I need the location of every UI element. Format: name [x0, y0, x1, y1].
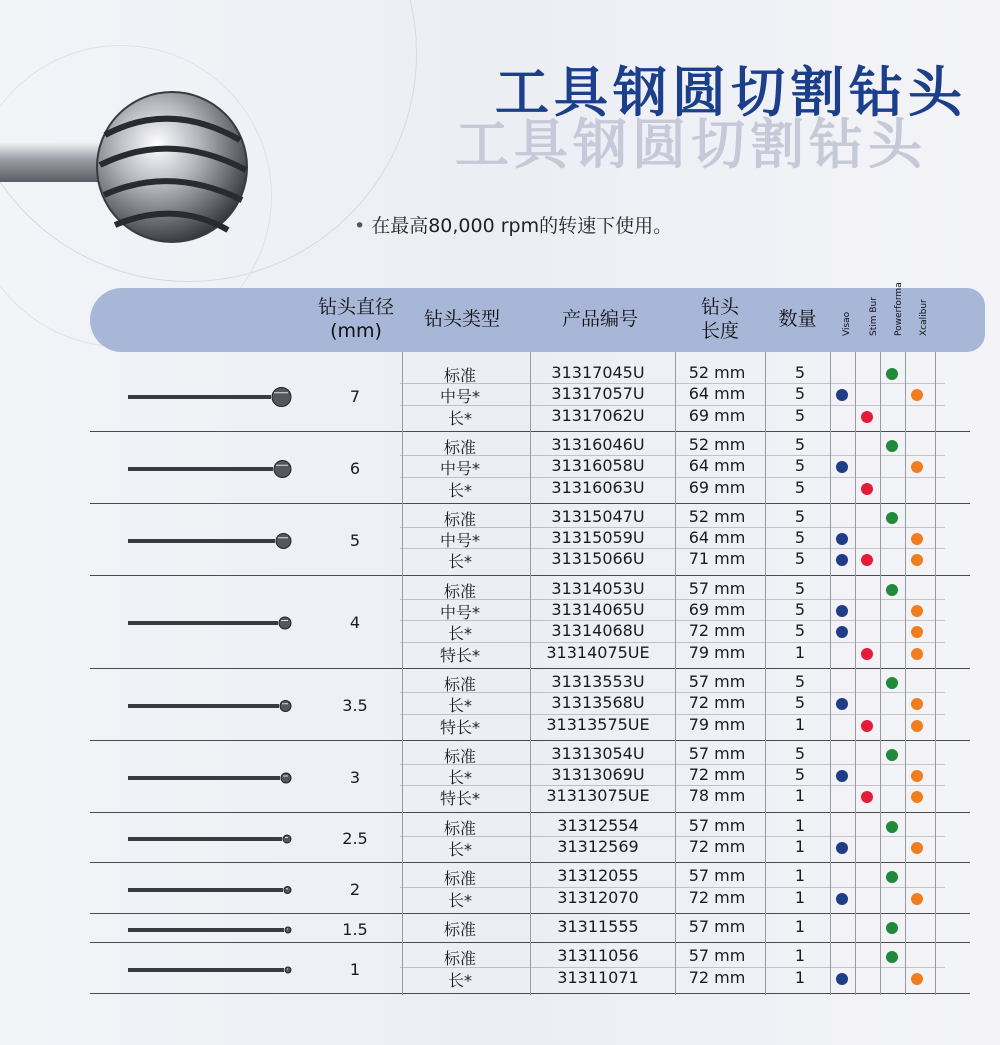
column-divider	[530, 352, 531, 995]
row-length: 57 mm	[688, 578, 746, 598]
row-divider	[400, 620, 945, 621]
row-type: 标准	[443, 437, 476, 457]
powerforma-compat-dot	[886, 821, 898, 833]
bur-illustration	[120, 878, 295, 902]
visao-compat-dot	[836, 461, 848, 473]
powerforma-compat-dot	[886, 749, 898, 761]
row-product-code: 31316063U	[551, 477, 645, 497]
row-length: 72 mm	[688, 693, 746, 713]
row-qty: 1	[794, 866, 806, 886]
row-qty: 5	[794, 384, 806, 404]
row-length: 64 mm	[688, 528, 746, 548]
row-product-code: 31315066U	[551, 549, 645, 569]
diameter-value: 2	[349, 879, 361, 899]
group-divider	[90, 862, 970, 863]
row-divider	[400, 548, 945, 549]
xcalibur-compat-dot	[911, 973, 923, 985]
header-qty: 数量	[778, 308, 817, 331]
xcalibur-compat-dot	[911, 770, 923, 782]
column-divider	[880, 352, 881, 995]
row-length: 69 mm	[688, 477, 746, 497]
stim-compat-dot	[861, 554, 873, 566]
row-qty: 1	[794, 815, 806, 835]
diameter-value: 3	[349, 767, 361, 787]
row-divider	[400, 455, 945, 456]
stim-compat-dot	[861, 483, 873, 495]
stim-compat-dot	[861, 648, 873, 660]
column-divider	[675, 352, 676, 995]
row-length: 71 mm	[688, 549, 746, 569]
visao-compat-dot	[836, 698, 848, 710]
row-length: 57 mm	[688, 916, 746, 936]
round-bur-hero-image	[0, 80, 260, 280]
row-product-code: 31314068U	[551, 621, 645, 641]
diameter-value: 4	[349, 613, 361, 633]
header-code: 产品编号	[561, 308, 638, 331]
row-product-code: 31317057U	[551, 384, 645, 404]
group-divider	[90, 993, 970, 994]
row-product-code: 31313553U	[551, 671, 645, 691]
xcalibur-compat-dot	[911, 554, 923, 566]
column-divider	[765, 352, 766, 995]
row-type: 标准	[443, 949, 476, 969]
row-length: 72 mm	[688, 621, 746, 641]
bur-illustration	[120, 766, 295, 790]
visao-compat-dot	[836, 605, 848, 617]
row-qty: 1	[794, 916, 806, 936]
row-length: 57 mm	[688, 946, 746, 966]
stim-compat-dot	[861, 791, 873, 803]
xcalibur-compat-dot	[911, 698, 923, 710]
row-product-code: 31314075UE	[546, 642, 650, 662]
row-type: 标准	[443, 581, 476, 601]
row-product-code: 31317062U	[551, 405, 645, 425]
row-qty: 5	[794, 765, 806, 785]
row-length: 78 mm	[688, 786, 746, 806]
header-stim-bur: Stim Bur	[869, 297, 879, 336]
row-length: 72 mm	[688, 887, 746, 907]
powerforma-compat-dot	[886, 512, 898, 524]
row-product-code: 31315047U	[551, 506, 645, 526]
row-product-code: 31313069U	[551, 765, 645, 785]
diameter-value: 5	[349, 530, 361, 550]
row-qty: 1	[794, 887, 806, 907]
row-product-code: 31316058U	[551, 456, 645, 476]
row-length: 57 mm	[688, 743, 746, 763]
diameter-value: 7	[349, 386, 361, 406]
group-divider	[90, 942, 970, 943]
group-divider	[90, 503, 970, 504]
row-qty: 1	[794, 967, 806, 987]
row-qty: 5	[794, 621, 806, 641]
row-qty: 5	[794, 549, 806, 569]
row-length: 79 mm	[688, 642, 746, 662]
row-product-code: 31316046U	[551, 434, 645, 454]
row-type: 长*	[447, 890, 472, 910]
visao-compat-dot	[836, 842, 848, 854]
row-type: 长*	[447, 480, 472, 500]
visao-compat-dot	[836, 533, 848, 545]
header-visao: Visao	[842, 311, 852, 336]
page-title-shadow: 工具钢圆切割钻头	[455, 113, 927, 176]
row-length: 69 mm	[688, 600, 746, 619]
group-divider	[90, 913, 970, 914]
group-divider	[90, 431, 970, 432]
column-divider	[855, 352, 856, 995]
diameter-value: 2.5	[342, 829, 368, 848]
row-product-code: 31313575UE	[546, 714, 650, 734]
powerforma-compat-dot	[886, 951, 898, 963]
row-qty: 5	[794, 743, 806, 763]
row-product-code: 31312554	[557, 815, 639, 835]
row-length: 52 mm	[688, 506, 746, 526]
row-product-code: 31313054U	[551, 743, 645, 763]
row-qty: 5	[794, 363, 806, 382]
visao-compat-dot	[836, 389, 848, 401]
row-product-code: 31311555	[557, 916, 639, 936]
row-divider	[400, 692, 945, 693]
row-divider	[400, 887, 945, 888]
row-type: 标准	[443, 509, 476, 529]
row-length: 64 mm	[688, 384, 746, 404]
subtitle	[354, 211, 672, 238]
bur-illustration	[120, 529, 295, 553]
xcalibur-compat-dot	[911, 720, 923, 732]
row-type: 标准	[443, 919, 476, 939]
xcalibur-compat-dot	[911, 389, 923, 401]
row-length: 57 mm	[688, 866, 746, 886]
powerforma-compat-dot	[886, 440, 898, 452]
visao-compat-dot	[836, 626, 848, 638]
row-qty: 5	[794, 434, 806, 454]
row-product-code: 31312055	[557, 866, 639, 886]
row-divider	[400, 477, 945, 478]
row-length: 52 mm	[688, 434, 746, 454]
row-type: 特长*	[439, 717, 480, 737]
powerforma-compat-dot	[886, 922, 898, 934]
xcalibur-compat-dot	[911, 842, 923, 854]
row-qty: 5	[794, 693, 806, 713]
row-divider	[400, 599, 945, 600]
row-divider	[400, 383, 945, 384]
xcalibur-compat-dot	[911, 648, 923, 660]
row-length: 72 mm	[688, 967, 746, 987]
xcalibur-compat-dot	[911, 791, 923, 803]
row-qty: 5	[794, 477, 806, 497]
xcalibur-compat-dot	[911, 605, 923, 617]
visao-compat-dot	[836, 893, 848, 905]
row-type: 长*	[447, 768, 472, 788]
row-type: 中号*	[439, 603, 480, 622]
row-type: 标准	[443, 869, 476, 889]
row-type: 长*	[447, 970, 472, 990]
header-powerforma: Powerforma	[894, 282, 904, 336]
bur-illustration	[120, 918, 295, 942]
bur-illustration	[120, 385, 295, 409]
row-divider	[400, 836, 945, 837]
row-type: 长*	[447, 840, 472, 859]
row-length: 57 mm	[688, 815, 746, 835]
column-divider	[935, 352, 936, 995]
row-length: 64 mm	[688, 456, 746, 476]
row-divider	[400, 642, 945, 643]
group-divider	[90, 812, 970, 813]
row-length: 52 mm	[688, 363, 746, 382]
row-qty: 1	[794, 837, 806, 856]
column-divider	[905, 352, 906, 995]
row-divider	[400, 527, 945, 528]
page-title: 工具钢圆切割钻头	[495, 61, 967, 124]
row-product-code: 31314053U	[551, 578, 645, 598]
row-product-code: 31313075UE	[546, 786, 650, 806]
column-divider	[402, 352, 403, 995]
row-type: 标准	[443, 674, 476, 694]
bullet-icon: •	[354, 215, 366, 237]
row-product-code: 31312569	[557, 837, 639, 856]
column-divider	[830, 352, 831, 995]
row-product-code: 31311056	[557, 946, 639, 966]
group-divider	[90, 740, 970, 741]
row-length: 69 mm	[688, 405, 746, 425]
row-product-code: 31317045U	[551, 363, 645, 382]
powerforma-compat-dot	[886, 368, 898, 380]
row-type: 长*	[447, 696, 472, 716]
row-qty: 5	[794, 528, 806, 548]
row-qty: 5	[794, 600, 806, 619]
diameter-value: 1.5	[342, 919, 368, 939]
group-divider	[90, 668, 970, 669]
row-qty: 5	[794, 456, 806, 476]
header-length: 钻头 长度	[700, 296, 739, 342]
xcalibur-compat-dot	[911, 533, 923, 545]
bur-illustration	[120, 457, 295, 481]
row-type: 特长*	[439, 645, 480, 665]
row-qty: 5	[794, 405, 806, 425]
row-product-code: 31314065U	[551, 600, 645, 619]
row-divider	[400, 714, 945, 715]
xcalibur-compat-dot	[911, 893, 923, 905]
row-length: 57 mm	[688, 671, 746, 691]
row-length: 72 mm	[688, 765, 746, 785]
header-xcalibur: Xcalibur	[919, 299, 929, 336]
row-qty: 1	[794, 642, 806, 662]
xcalibur-compat-dot	[911, 626, 923, 638]
row-type: 中号*	[439, 531, 480, 551]
row-divider	[400, 405, 945, 406]
row-type: 长*	[447, 408, 472, 428]
powerforma-compat-dot	[886, 871, 898, 883]
visao-compat-dot	[836, 554, 848, 566]
visao-compat-dot	[836, 973, 848, 985]
row-type: 中号*	[439, 459, 480, 479]
powerforma-compat-dot	[886, 584, 898, 596]
diameter-value: 1	[349, 959, 361, 979]
row-qty: 1	[794, 714, 806, 734]
diameter-value: 3.5	[342, 695, 368, 715]
row-qty: 5	[794, 506, 806, 526]
row-divider	[400, 785, 945, 786]
row-qty: 1	[794, 946, 806, 966]
subtitle-text: 在最高80,000 rpm的转速下使用。	[371, 215, 673, 237]
bur-illustration	[120, 827, 295, 851]
row-type: 标准	[443, 366, 476, 385]
row-divider	[400, 967, 945, 968]
row-length: 72 mm	[688, 837, 746, 856]
bur-illustration	[120, 611, 295, 635]
row-product-code: 31311071	[557, 967, 639, 987]
stim-compat-dot	[861, 411, 873, 423]
bur-illustration	[120, 694, 295, 718]
diameter-value: 6	[349, 458, 361, 478]
row-qty: 5	[794, 671, 806, 691]
powerforma-compat-dot	[886, 677, 898, 689]
row-length: 79 mm	[688, 714, 746, 734]
xcalibur-compat-dot	[911, 461, 923, 473]
row-qty: 5	[794, 578, 806, 598]
row-type: 长*	[447, 624, 472, 644]
row-qty: 1	[794, 786, 806, 806]
stim-compat-dot	[861, 720, 873, 732]
row-type: 标准	[443, 746, 476, 766]
row-type: 中号*	[439, 387, 480, 407]
header-diameter: 钻头直径 (mm)	[317, 296, 394, 342]
visao-compat-dot	[836, 770, 848, 782]
row-product-code: 31312070	[557, 887, 639, 907]
row-type: 标准	[443, 818, 476, 838]
group-divider	[90, 575, 970, 576]
row-type: 长*	[447, 552, 472, 572]
bur-illustration	[120, 958, 295, 982]
row-type: 特长*	[439, 789, 480, 809]
row-product-code: 31315059U	[551, 528, 645, 548]
header-type: 钻头类型	[423, 308, 500, 331]
row-divider	[400, 764, 945, 765]
row-product-code: 31313568U	[551, 693, 645, 713]
